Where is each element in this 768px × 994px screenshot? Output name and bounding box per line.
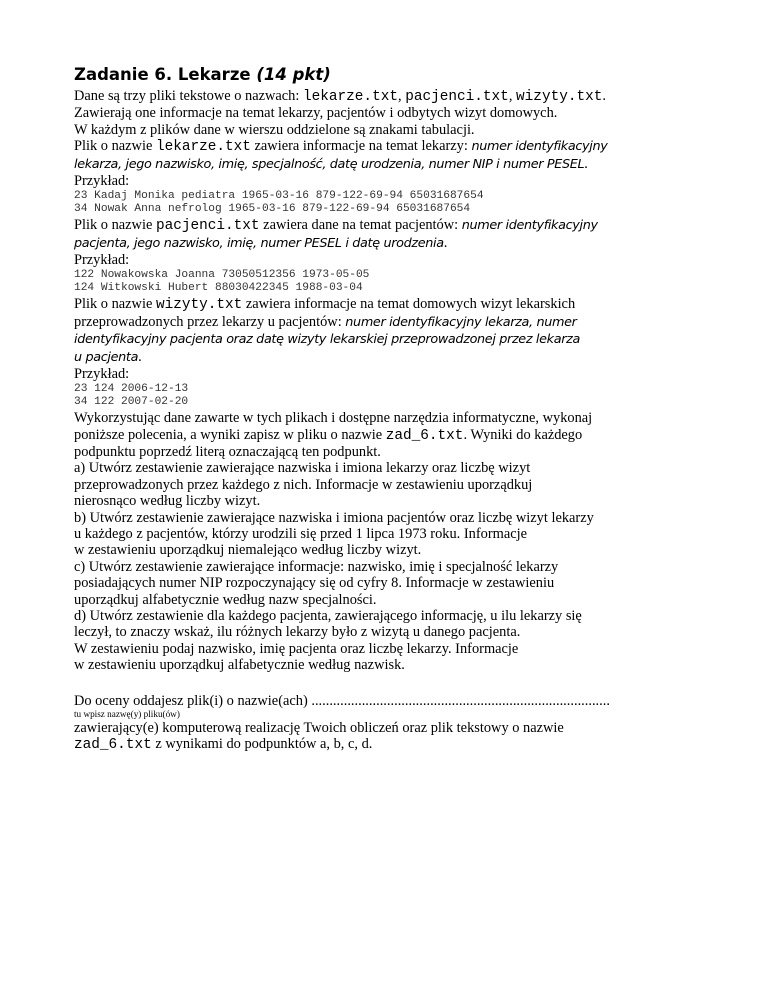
exam-task-page xyxy=(74,64,734,754)
lekarze-fields-1: numer identyfikacyjny xyxy=(471,139,608,155)
example-line: 34 122 2007-02-20 xyxy=(74,395,189,408)
wizyty-description-4 xyxy=(74,349,734,366)
example-line: 23 Kadaj Monika pediatra 1965-03-16 879-122-69-94 65031687654 xyxy=(74,190,484,203)
subtask-b-line: w zestawieniu uporządkuj niemalejąco według liczby wizyt. xyxy=(74,542,422,559)
filename-wizyty: wizyty.txt xyxy=(155,297,243,314)
submission-line-3 xyxy=(74,736,734,753)
example-line: 34 Nowak Anna nefrolog 1965-03-16 879-122-69-94 65031687654 xyxy=(74,202,471,215)
intro-text: Dane są trzy pliki tekstowe o nazwach: xyxy=(74,88,303,104)
filename-pacjenci: pacjenci.txt xyxy=(405,89,509,105)
intro-separator: , xyxy=(508,88,517,104)
lekarze-fields-2: lekarza, jego nazwisko, imię, specjalność, datę urodzenia, numer NIP i numer PESEL xyxy=(74,156,585,172)
lekarze-period: . xyxy=(584,155,588,172)
lekarze-example-label: Przykład: xyxy=(74,173,130,190)
subtask-c-line: c) Utwórz zestawienie zawierające informacje: nazwisko, imię i specjalność lekarzy xyxy=(74,558,559,575)
subtask-d-line: leczył, to znaczy wskaż, ilu różnych lekarzy było z wizytą u danego pacjenta. xyxy=(74,624,521,641)
wizyty-fields-2: identyfikacyjny pacjenta oraz datę wizyty lekarskiej przeprowadzonej przez lekarza xyxy=(74,332,580,348)
wizyty-text: przeprowadzonych przez lekarzy u pacjentów: xyxy=(74,313,346,330)
filename-wizyty: wizyty.txt xyxy=(516,89,603,105)
subtask-a-line: a) Utwórz zestawienie zawierające nazwiska i imiona lekarzy oraz liczbę wizyt xyxy=(74,460,531,477)
task-text: poniższe polecenia, a wyniki zapisz w pliku o nazwie xyxy=(74,426,386,443)
wizyty-example xyxy=(74,383,734,408)
wizyty-fields-1: numer identyfikacyjny lekarza, numer xyxy=(345,314,577,330)
intro-line-2: Zawierają one informacje na temat lekarzy, pacjentów i odbytych wizyt domowych. xyxy=(74,105,558,122)
task-instructions-1: Wykorzystując dane zawarte w tych plikach i dostępne narzędzia informatyczne, wykonaj xyxy=(74,410,593,427)
lekarze-description xyxy=(74,138,734,155)
example-line: 122 Nowakowska Joanna 73050512356 1973-05-05 xyxy=(74,269,370,282)
filename-output: zad_6.txt xyxy=(74,737,152,754)
task-title: Zadanie 6. Lekarze xyxy=(74,65,251,84)
subtask-d-line: w zestawieniu uporządkuj alfabetycznie według nazwisk. xyxy=(74,657,405,674)
wizyty-description-3 xyxy=(74,331,734,348)
pacjenci-example xyxy=(74,269,734,294)
pacjenci-description xyxy=(74,217,734,234)
task-points: (14 pkt) xyxy=(256,65,331,84)
task-heading xyxy=(74,64,734,86)
submission-text: z wynikami do podpunktów a, b, c, d. xyxy=(151,736,373,753)
intro-line-1 xyxy=(74,88,734,105)
intro-period: . xyxy=(602,88,606,104)
subtask-a-line: nierosnąco według liczby wizyt. xyxy=(74,493,261,510)
pacjenci-example-label: Przykład: xyxy=(74,252,130,269)
wizyty-fields-3: u pacjenta xyxy=(74,349,139,365)
filename-lekarze: lekarze.txt xyxy=(155,139,251,156)
subtask-c-line: uporządkuj alfabetycznie według nazw specjalności. xyxy=(74,591,377,608)
pacjenci-pre: Plik o nazwie xyxy=(74,217,156,234)
wizyty-pre: Plik o nazwie xyxy=(74,296,156,313)
pacjenci-period: . xyxy=(443,234,448,251)
filename-output: zad_6.txt xyxy=(385,427,464,444)
subtask-b-line: b) Utwórz zestawienie zawierające nazwiska i imiona pacjentów oraz liczbę wizyt lekarzy xyxy=(74,509,594,526)
subtask-b-line: u każdego z pacjentów, którzy urodzili się przed 1 lipca 1973 roku. Informacje xyxy=(74,525,528,542)
wizyty-description-2 xyxy=(74,314,734,331)
wizyty-description xyxy=(74,296,734,313)
intro-separator: , xyxy=(397,88,406,104)
lekarze-description-2 xyxy=(74,156,734,173)
task-text: . Wyniki do każdego xyxy=(463,426,583,443)
lekarze-pre: Plik o nazwie xyxy=(74,138,156,155)
wizyty-post: zawiera informacje na temat domowych wizyt lekarskich xyxy=(242,296,576,313)
pacjenci-fields-2: pacjenta, jego nazwisko, imię, numer PESEL i datę urodzenia xyxy=(74,235,444,251)
pacjenci-description-2 xyxy=(74,235,734,252)
task-instructions-2 xyxy=(74,427,734,444)
subtask-d-line: W zestawieniu podaj nazwisko, imię pacjenta oraz liczbę lekarzy. Informacje xyxy=(74,640,519,657)
subtask-d-line: d) Utwórz zestawienie dla każdego pacjenta, zawierającego informację, u ilu lekarzy się xyxy=(74,608,582,624)
pacjenci-post: zawiera dane na temat pacjentów: xyxy=(259,217,462,234)
pacjenci-fields-1: numer identyfikacyjny xyxy=(461,218,598,234)
example-line: 124 Witkowski Hubert 88030422345 1988-03-04 xyxy=(74,281,363,294)
wizyty-example-label: Przykład: xyxy=(74,365,130,382)
example-line: 23 124 2006-12-13 xyxy=(74,383,189,396)
filename-pacjenci: pacjenci.txt xyxy=(155,218,260,235)
subtask-a-line: przeprowadzonych przez każdego z nich. Informacje w zestawieniu uporządkuj xyxy=(74,476,533,493)
task-instructions-3: podpunktu poprzedź literą oznaczającą ten podpunkt. xyxy=(74,443,381,460)
submission-hint: tu wpisz nazwę(y) pliku(ów) xyxy=(74,709,180,720)
wizyty-period: . xyxy=(138,348,142,365)
submission-line: Do oceny oddajesz plik(i) o nazwie(ach) ................................................................................... xyxy=(74,692,610,709)
lekarze-post: zawiera informacje na temat lekarzy: xyxy=(250,138,472,155)
subtask-c-line: posiadających numer NIP rozpoczynający się od cyfry 8. Informacje w zestawieniu xyxy=(74,575,555,592)
intro-line-3: W każdym z plików dane w wierszu oddzielone są znakami tabulacji. xyxy=(74,121,475,138)
submission-line-2: zawierający(e) komputerową realizację Twoich obliczeń oraz plik tekstowy o nazwie xyxy=(74,720,564,737)
spacer xyxy=(74,674,734,693)
lekarze-example xyxy=(74,190,734,215)
filename-lekarze: lekarze.txt xyxy=(302,89,398,105)
